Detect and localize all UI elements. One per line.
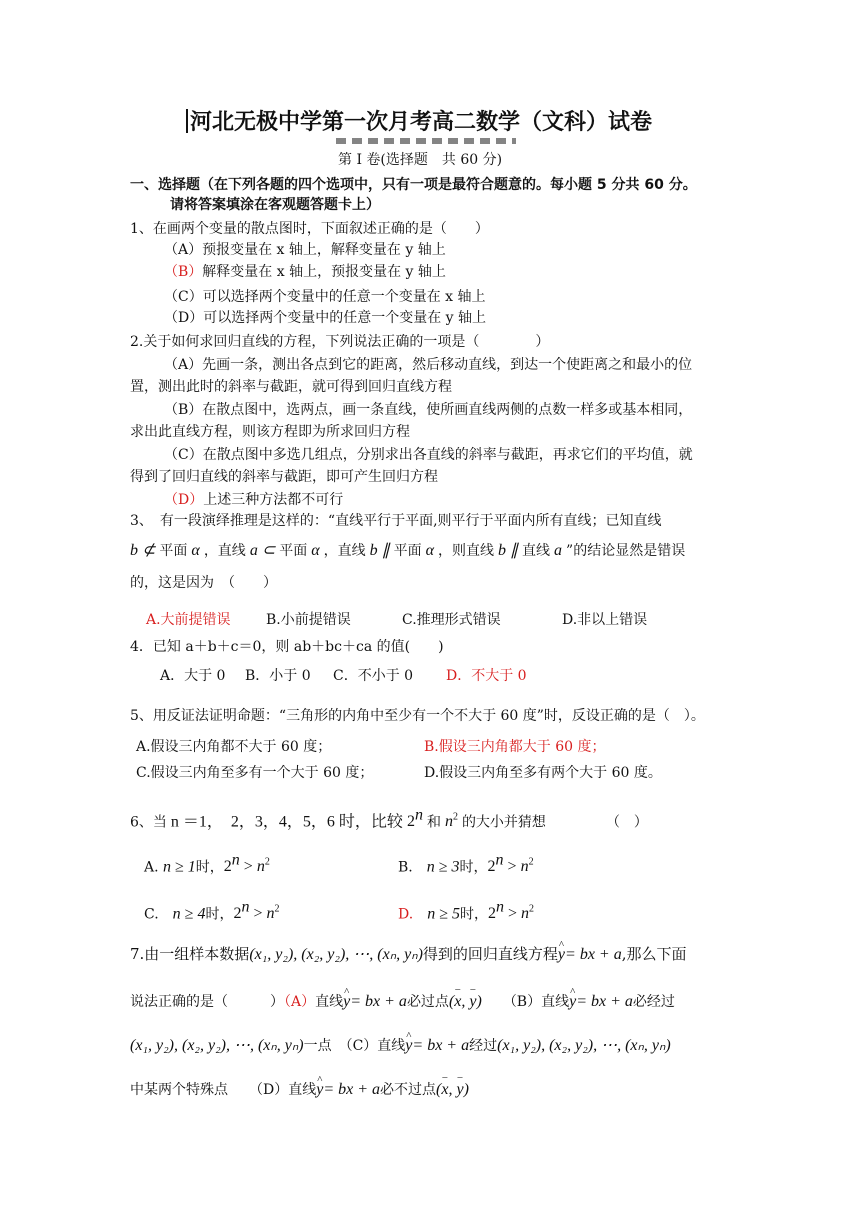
q2-option-a-line1: （A）先画一条，测出各点到它的距离，然后移动直线，到达一个使距离之和最小的位 [164,357,693,373]
q3-line2: b ⊄ 平面 α ，直线 a ⊂ 平面 α ，直线 b ∥ 平面 α ，则直线 b ∥ 直线 a ”的结论显然是错误 [130,542,686,559]
q2-option-c-line1: （C）在散点图中多选几组点，分别求出各直线的斜率与截距，再求它们的平均值，就 [164,447,693,463]
q1-option-c: （C）可以选择两个变量中的任意一个变量在 x 轴上 [164,289,486,305]
q1-stem: 1、在画两个变量的散点图时，下面叙述正确的是（ ） [130,221,489,237]
q2-option-a-line2: 置，测出此时的斜率与截距，就可得到回归直线方程 [130,379,452,395]
q5-option-b: B.假设三内角都大于 60 度； [424,739,606,755]
q2-option-b-line1: （B）在散点图中，选两点，画一条直线，使所画直线两侧的点数一样多或基本相同， [164,402,693,418]
q2-option-d: （D）上述三种方法都不可行 [164,492,344,508]
part-header: 第 I 卷(选择题 共 60 分) [338,152,503,168]
q5-stem: 5、用反证法证明命题：“三角形的内角中至少有一个不大于 60 度”时，反设正确的是（ ）。 [130,708,705,724]
q1-option-d: （D）可以选择两个变量中的任意一个变量在 y 轴上 [164,310,487,326]
q3-option-a: A.大前提错误 [146,612,231,628]
section-heading: 一、选择题（在下列各题的四个选项中，只有一项是最符合题意的。每小题 5 分共 60 分。 [130,177,697,193]
q6-option-d: D. n ≥ 5时，$2^n > n^2$ [398,899,534,923]
q2-stem: 2.关于如何求回归直线的方程，下列说法正确的一项是（ ） [130,334,550,350]
q3-line3: 的，这是因为 （ ） [130,575,277,591]
q6-option-b: B. n ≥ 3时，$2^n > n^2$ [398,852,534,876]
q5-option-d: D.假设三内角至多有两个大于 60 度。 [424,765,662,781]
text-cursor [186,109,188,133]
q6-stem: 6、当 n ＝1， 2，3，4，5，6 时，比较 2$^n$ 和 $n^2$ 的大小并猜想 （ ） [130,807,648,831]
q7-line1: 7.由一组样本数据(x₁, y₂), (x₂, y₂), ⋯, (xₙ, yₙ)得到的回归直线方程^ y= bx + a,那么下面 [130,944,687,965]
q7-line2: 说法正确的是（ ）（A）直线^ y= bx + a必过点(– x, – y) （B）直线^ y= bx + a必经过 [130,992,675,1012]
q7-line3: (x₁, y₂), (x₂, y₂), ⋯, (xₙ, yₙ)一点 （C）直线^ y= bx + a经过(x₁, y₂), (x₂, y₂), ⋯, (xₙ, yₙ) [130,1036,671,1056]
q4-stem: 4．已知 a＋b＋c＝0，则 ab＋bc＋ca 的值( ) [130,639,444,655]
q1-option-b: （B）解释变量在 x 轴上，预报变量在 y 轴上 [164,264,446,280]
q2-option-c-line2: 得到了回归直线的斜率与截距，即可产生回归方程 [130,469,438,485]
cut-off-line [336,138,516,144]
q7-line4: 中某两个特殊点 （D）直线^ y= bx + a必不过点(– x, – y) [130,1080,469,1100]
q3-line1: 3、 有一段演绎推理是这样的：“直线平行于平面,则平行于平面内所有直线；已知直线 [130,513,662,529]
q3-option-b: B.小前提错误 [266,612,351,628]
q6-option-c: C. n ≥ 4时，$2^n > n^2$ [144,899,280,923]
q6-sq: $n^2$ [444,812,458,831]
q3-option-c: C.推理形式错误 [402,612,501,628]
q4-option-c: C．不小于 0 [333,668,414,684]
q4-option-d: D．不大于 0 [446,668,527,684]
q6-pow: 2$^n$ [406,807,423,831]
q4-option-a: A．大于 0 [160,668,226,684]
q2-option-b-line2: 求出此直线方程，则该方程即为所求回归方程 [130,424,410,440]
q4-option-b: B．小于 0 [245,668,311,684]
q5-option-a: A.假设三内角都不大于 60 度； [136,739,332,755]
q3-option-d: D.非以上错误 [562,612,648,628]
q6-option-a: A. n ≥ 1时，$2^n > n^2$ [144,852,270,876]
q5-option-c: C.假设三内角至多有一个大于 60 度； [136,765,374,781]
page-title: 河北无极中学第一次月考高二数学（文科）试卷 [186,108,652,138]
section-subheading: 请将答案填涂在客观题答题卡上） [170,197,380,213]
q1-option-a: （A）预报变量在 x 轴上，解释变量在 y 轴上 [164,242,446,258]
